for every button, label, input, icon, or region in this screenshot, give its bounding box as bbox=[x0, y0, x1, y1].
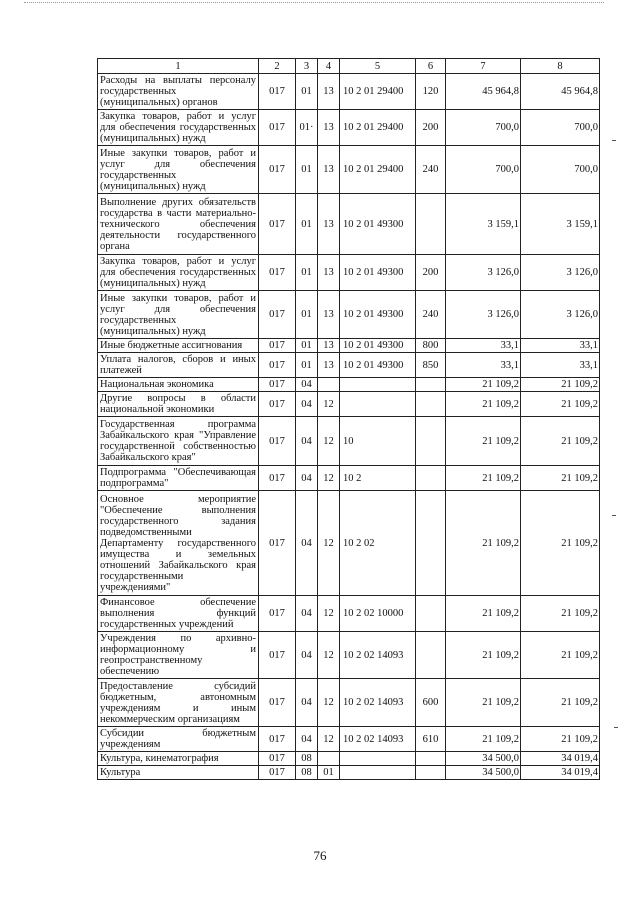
table-header-row bbox=[98, 59, 600, 74]
cell-subsection: 13 bbox=[318, 146, 340, 194]
table-row bbox=[98, 353, 600, 378]
cell-target-article: 10 2 02 14093 bbox=[340, 679, 416, 727]
cell-subsection bbox=[318, 378, 340, 392]
item-name: Иные бюджетные ассигнования bbox=[98, 339, 259, 353]
item-name: Другие вопросы в области национальной экономики bbox=[98, 392, 259, 417]
item-name: Культура bbox=[98, 766, 259, 780]
cell-amount-1: 21 109,2 bbox=[446, 596, 521, 632]
cell-section: 01· bbox=[296, 110, 318, 146]
cell-ministry-code: 017 bbox=[259, 727, 296, 752]
table-row bbox=[98, 752, 600, 766]
cell-amount-2: 3 159,1 bbox=[521, 194, 600, 255]
item-name: Предоставление субсидий бюджетным, автономным учреждениям и иным некоммерческим организациям bbox=[98, 679, 259, 727]
column-header: 2 bbox=[259, 59, 296, 74]
cell-ministry-code: 017 bbox=[259, 632, 296, 679]
scan-top-edge bbox=[24, 2, 604, 3]
cell-amount-1: 21 109,2 bbox=[446, 632, 521, 679]
item-name: Учреждения по архивно-информационному и геопространственному обеспечению bbox=[98, 632, 259, 679]
item-name: Иные закупки товаров, работ и услуг для обеспечения государственных (муниципальных) нужд bbox=[98, 291, 259, 339]
column-header: 8 bbox=[521, 59, 600, 74]
cell-subsection bbox=[318, 752, 340, 766]
item-name: Закупка товаров, работ и услуг для обеспечения государственных (муниципальных) нужд bbox=[98, 255, 259, 291]
item-name: Основное мероприятие "Обеспечение выполнения государственного задания подведомственными Департаменту государственного имущества и земельных отношений Забайкальского края государственными учреждениями" bbox=[98, 491, 259, 596]
item-name: Иные закупки товаров, работ и услуг для обеспечения государственных (муниципальных) нужд bbox=[98, 146, 259, 194]
table-row bbox=[98, 392, 600, 417]
cell-target-article: 10 2 01 49300 bbox=[340, 353, 416, 378]
item-name: Расходы на выплаты персоналу государственных (муниципальных) органов bbox=[98, 74, 259, 110]
table-row bbox=[98, 491, 600, 596]
cell-amount-1: 33,1 bbox=[446, 353, 521, 378]
table-row bbox=[98, 255, 600, 291]
cell-amount-2: 33,1 bbox=[521, 339, 600, 353]
cell-section: 04 bbox=[296, 596, 318, 632]
item-name: Государственная программа Забайкальского края "Управление государственной собственностью Забайкальского края" bbox=[98, 417, 259, 466]
cell-target-article: 10 2 01 49300 bbox=[340, 255, 416, 291]
table-row bbox=[98, 378, 600, 392]
table-row bbox=[98, 596, 600, 632]
cell-subsection: 13 bbox=[318, 339, 340, 353]
cell-ministry-code: 017 bbox=[259, 255, 296, 291]
cell-section: 04 bbox=[296, 417, 318, 466]
cell-subsection: 13 bbox=[318, 74, 340, 110]
cell-expense-type bbox=[416, 194, 446, 255]
cell-subsection: 13 bbox=[318, 291, 340, 339]
column-header: 7 bbox=[446, 59, 521, 74]
cell-subsection: 12 bbox=[318, 596, 340, 632]
cell-expense-type: 120 bbox=[416, 74, 446, 110]
cell-expense-type: 610 bbox=[416, 727, 446, 752]
cell-expense-type bbox=[416, 466, 446, 491]
cell-amount-1: 3 126,0 bbox=[446, 291, 521, 339]
table-row bbox=[98, 727, 600, 752]
cell-section: 01 bbox=[296, 74, 318, 110]
cell-ministry-code: 017 bbox=[259, 194, 296, 255]
column-header: 3 bbox=[296, 59, 318, 74]
cell-ministry-code: 017 bbox=[259, 378, 296, 392]
item-name: Подпрограмма "Обеспечивающая подпрограмма" bbox=[98, 466, 259, 491]
cell-target-article bbox=[340, 378, 416, 392]
cell-expense-type: 800 bbox=[416, 339, 446, 353]
scan-artifact bbox=[614, 727, 618, 728]
cell-expense-type: 200 bbox=[416, 255, 446, 291]
table-row bbox=[98, 110, 600, 146]
cell-amount-2: 21 109,2 bbox=[521, 727, 600, 752]
cell-amount-2: 21 109,2 bbox=[521, 491, 600, 596]
cell-expense-type bbox=[416, 766, 446, 780]
cell-ministry-code: 017 bbox=[259, 466, 296, 491]
cell-target-article: 10 2 bbox=[340, 466, 416, 491]
cell-section: 04 bbox=[296, 466, 318, 491]
cell-expense-type bbox=[416, 392, 446, 417]
item-name: Субсидии бюджетным учреждениям bbox=[98, 727, 259, 752]
page-number: 76 bbox=[313, 848, 327, 863]
column-header: 4 bbox=[318, 59, 340, 74]
cell-amount-2: 21 109,2 bbox=[521, 417, 600, 466]
table-body bbox=[98, 59, 600, 780]
cell-amount-1: 21 109,2 bbox=[446, 417, 521, 466]
table-row bbox=[98, 194, 600, 255]
table-row bbox=[98, 146, 600, 194]
cell-target-article: 10 2 02 bbox=[340, 491, 416, 596]
cell-ministry-code: 017 bbox=[259, 146, 296, 194]
cell-section: 04 bbox=[296, 632, 318, 679]
cell-section: 04 bbox=[296, 491, 318, 596]
cell-amount-1: 21 109,2 bbox=[446, 491, 521, 596]
cell-target-article bbox=[340, 766, 416, 780]
cell-target-article: 10 2 01 49300 bbox=[340, 194, 416, 255]
scan-artifact bbox=[612, 140, 616, 141]
cell-target-article: 10 2 01 49300 bbox=[340, 339, 416, 353]
item-name: Закупка товаров, работ и услуг для обеспечения государственных (муниципальных) нужд bbox=[98, 110, 259, 146]
cell-section: 04 bbox=[296, 727, 318, 752]
cell-ministry-code: 017 bbox=[259, 491, 296, 596]
cell-subsection: 13 bbox=[318, 110, 340, 146]
cell-expense-type bbox=[416, 632, 446, 679]
cell-subsection: 12 bbox=[318, 632, 340, 679]
cell-target-article: 10 2 01 29400 bbox=[340, 74, 416, 110]
cell-ministry-code: 017 bbox=[259, 339, 296, 353]
cell-amount-1: 21 109,2 bbox=[446, 466, 521, 491]
item-name: Культура, кинематография bbox=[98, 752, 259, 766]
cell-amount-2: 21 109,2 bbox=[521, 378, 600, 392]
cell-amount-1: 21 109,2 bbox=[446, 727, 521, 752]
cell-amount-2: 34 019,4 bbox=[521, 752, 600, 766]
cell-target-article: 10 2 01 29400 bbox=[340, 110, 416, 146]
cell-amount-1: 45 964,8 bbox=[446, 74, 521, 110]
item-name: Уплата налогов, сборов и иных платежей bbox=[98, 353, 259, 378]
cell-target-article bbox=[340, 752, 416, 766]
table-row bbox=[98, 679, 600, 727]
cell-amount-1: 21 109,2 bbox=[446, 679, 521, 727]
cell-target-article: 10 2 02 14093 bbox=[340, 727, 416, 752]
cell-amount-2: 45 964,8 bbox=[521, 74, 600, 110]
cell-subsection: 12 bbox=[318, 727, 340, 752]
cell-ministry-code: 017 bbox=[259, 291, 296, 339]
cell-amount-2: 3 126,0 bbox=[521, 255, 600, 291]
cell-expense-type bbox=[416, 491, 446, 596]
cell-target-article bbox=[340, 392, 416, 417]
column-header: 1 bbox=[98, 59, 259, 74]
cell-ministry-code: 017 bbox=[259, 392, 296, 417]
cell-amount-1: 3 126,0 bbox=[446, 255, 521, 291]
cell-section: 08 bbox=[296, 752, 318, 766]
cell-ministry-code: 017 bbox=[259, 417, 296, 466]
cell-expense-type bbox=[416, 417, 446, 466]
cell-expense-type bbox=[416, 752, 446, 766]
cell-amount-2: 21 109,2 bbox=[521, 632, 600, 679]
cell-section: 04 bbox=[296, 378, 318, 392]
cell-ministry-code: 017 bbox=[259, 752, 296, 766]
cell-expense-type: 200 bbox=[416, 110, 446, 146]
cell-expense-type: 240 bbox=[416, 146, 446, 194]
cell-target-article: 10 2 02 14093 bbox=[340, 632, 416, 679]
cell-amount-2: 33,1 bbox=[521, 353, 600, 378]
column-header: 5 bbox=[340, 59, 416, 74]
cell-amount-2: 700,0 bbox=[521, 146, 600, 194]
cell-subsection: 12 bbox=[318, 417, 340, 466]
cell-section: 01 bbox=[296, 146, 318, 194]
cell-subsection: 12 bbox=[318, 392, 340, 417]
cell-amount-2: 34 019,4 bbox=[521, 766, 600, 780]
cell-expense-type: 850 bbox=[416, 353, 446, 378]
table-row bbox=[98, 632, 600, 679]
cell-expense-type: 240 bbox=[416, 291, 446, 339]
table-row bbox=[98, 466, 600, 491]
cell-ministry-code: 017 bbox=[259, 596, 296, 632]
cell-expense-type bbox=[416, 378, 446, 392]
cell-amount-2: 21 109,2 bbox=[521, 679, 600, 727]
cell-amount-1: 33,1 bbox=[446, 339, 521, 353]
cell-ministry-code: 017 bbox=[259, 110, 296, 146]
cell-subsection: 01 bbox=[318, 766, 340, 780]
cell-amount-1: 21 109,2 bbox=[446, 378, 521, 392]
cell-subsection: 13 bbox=[318, 194, 340, 255]
item-name: Выполнение других обязательств государства в части материально-технического обеспечения деятельности государственного органа bbox=[98, 194, 259, 255]
column-header: 6 bbox=[416, 59, 446, 74]
scan-artifact bbox=[612, 515, 616, 516]
cell-section: 01 bbox=[296, 353, 318, 378]
cell-section: 01 bbox=[296, 291, 318, 339]
cell-subsection: 13 bbox=[318, 255, 340, 291]
cell-amount-2: 700,0 bbox=[521, 110, 600, 146]
cell-ministry-code: 017 bbox=[259, 766, 296, 780]
cell-target-article: 10 2 01 29400 bbox=[340, 146, 416, 194]
item-name: Национальная экономика bbox=[98, 378, 259, 392]
cell-ministry-code: 017 bbox=[259, 74, 296, 110]
cell-expense-type bbox=[416, 596, 446, 632]
cell-target-article: 10 2 02 10000 bbox=[340, 596, 416, 632]
cell-amount-2: 3 126,0 bbox=[521, 291, 600, 339]
cell-section: 01 bbox=[296, 194, 318, 255]
table-row bbox=[98, 766, 600, 780]
cell-section: 04 bbox=[296, 392, 318, 417]
cell-amount-1: 21 109,2 bbox=[446, 392, 521, 417]
cell-section: 01 bbox=[296, 255, 318, 291]
cell-section: 01 bbox=[296, 339, 318, 353]
cell-subsection: 12 bbox=[318, 679, 340, 727]
cell-target-article: 10 bbox=[340, 417, 416, 466]
table-row bbox=[98, 417, 600, 466]
table-row bbox=[98, 291, 600, 339]
table-row bbox=[98, 74, 600, 110]
cell-ministry-code: 017 bbox=[259, 353, 296, 378]
cell-amount-1: 700,0 bbox=[446, 146, 521, 194]
cell-subsection: 12 bbox=[318, 466, 340, 491]
cell-amount-1: 34 500,0 bbox=[446, 766, 521, 780]
cell-amount-1: 700,0 bbox=[446, 110, 521, 146]
cell-section: 04 bbox=[296, 679, 318, 727]
cell-amount-2: 21 109,2 bbox=[521, 392, 600, 417]
item-name: Финансовое обеспечение выполнения функций государственных учреждений bbox=[98, 596, 259, 632]
cell-subsection: 13 bbox=[318, 353, 340, 378]
cell-amount-1: 34 500,0 bbox=[446, 752, 521, 766]
cell-subsection: 12 bbox=[318, 491, 340, 596]
table-row bbox=[98, 339, 600, 353]
budget-table bbox=[97, 58, 600, 780]
cell-target-article: 10 2 01 49300 bbox=[340, 291, 416, 339]
cell-amount-2: 21 109,2 bbox=[521, 596, 600, 632]
cell-expense-type: 600 bbox=[416, 679, 446, 727]
cell-section: 08 bbox=[296, 766, 318, 780]
cell-amount-2: 21 109,2 bbox=[521, 466, 600, 491]
cell-amount-1: 3 159,1 bbox=[446, 194, 521, 255]
cell-ministry-code: 017 bbox=[259, 679, 296, 727]
